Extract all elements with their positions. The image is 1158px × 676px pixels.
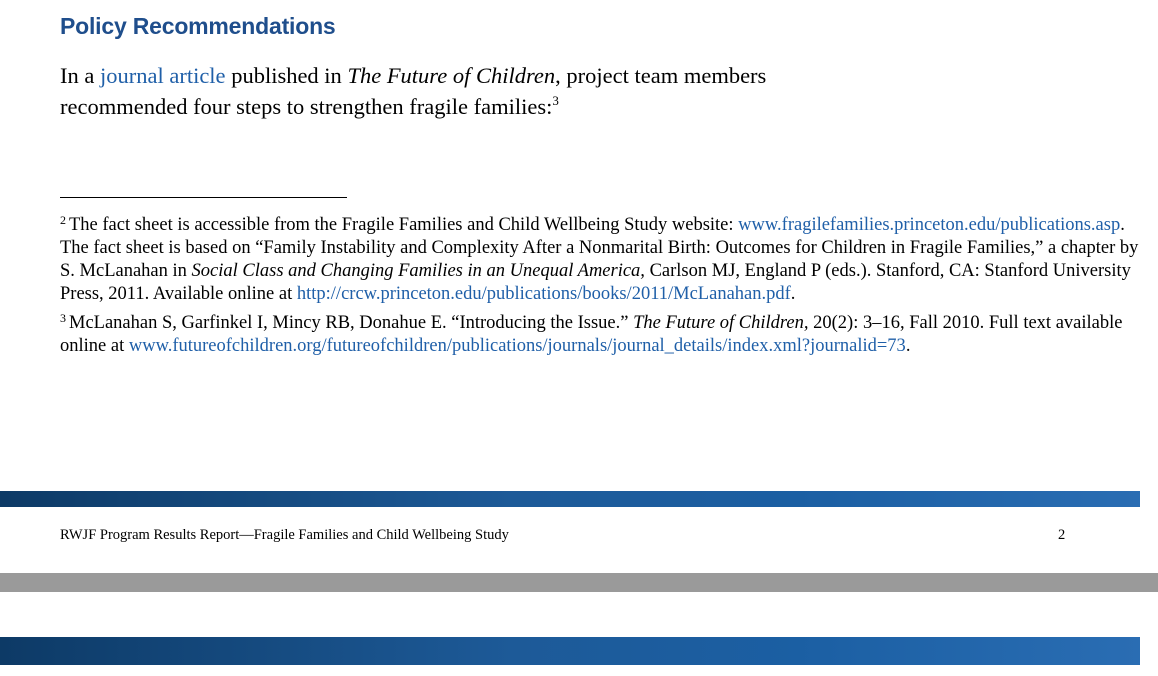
intro-text-3: , project team members recommended four steps to strengthen fragile families: — [60, 63, 767, 119]
book-title: Social Class and Changing Families in an Unequal America, — [191, 261, 645, 281]
footnote-number: 3 — [60, 311, 66, 325]
mclanahan-pdf-link[interactable]: http://crcw.princeton.edu/publications/books/2011/McLanahan.pdf — [296, 284, 791, 304]
journal-article-link[interactable]: journal article — [99, 63, 226, 88]
footnote-text: McLanahan S, Garfinkel I, Mincy RB, Donahue E. “Introducing the Issue.” — [69, 313, 634, 333]
fragilefamilies-link[interactable]: www.fragilefamilies.princeton.edu/publications.asp — [738, 215, 1121, 235]
next-page-header-band — [0, 637, 1140, 665]
futureofchildren-link[interactable]: www.futureofchildren.org/futureofchildren/publications/journals/journal_details/index.xml?journalid=73 — [128, 336, 906, 356]
footnote-text: . The fact sheet is based on “Family Instability and Complexity After a Nonmarital Birth: Outcomes for Children in Fragile Families,” a chapter by S. McLanahan in — [60, 215, 1139, 281]
section-heading: Policy Recommendations — [60, 13, 336, 39]
footer-title: RWJF Program Results Report—Fragile Families and Child Wellbeing Study — [60, 527, 509, 543]
footer-band — [0, 491, 1140, 507]
journal-title: The Future of Children — [347, 63, 556, 88]
footnote-number: 2 — [60, 213, 66, 227]
footnotes — [60, 214, 1140, 358]
intro-paragraph — [60, 60, 860, 122]
footnote-text: The fact sheet is accessible from the Fragile Families and Child Wellbeing Study website: — [69, 215, 739, 235]
intro-text-1: In a — [60, 63, 100, 88]
footnote-text: Carlson MJ, England P (eds.). Stanford, CA: Stanford University Press, 2011. Available online at — [60, 261, 1131, 304]
page-number: 2 — [1058, 527, 1066, 543]
page-gap — [0, 573, 1158, 592]
footnote-3 — [60, 312, 1140, 358]
footnote-text: . — [790, 284, 796, 304]
intro-text-2: published in — [225, 63, 348, 88]
footnote-ref-3[interactable]: 3 — [552, 93, 559, 108]
footnote-divider — [60, 197, 347, 198]
footnote-2 — [60, 214, 1140, 306]
journal-title: The Future of Children, — [633, 313, 809, 333]
footnote-text: 20(2): 3–16, Fall 2010. Full text available online at — [60, 313, 1123, 356]
footnote-text: . — [905, 336, 911, 356]
